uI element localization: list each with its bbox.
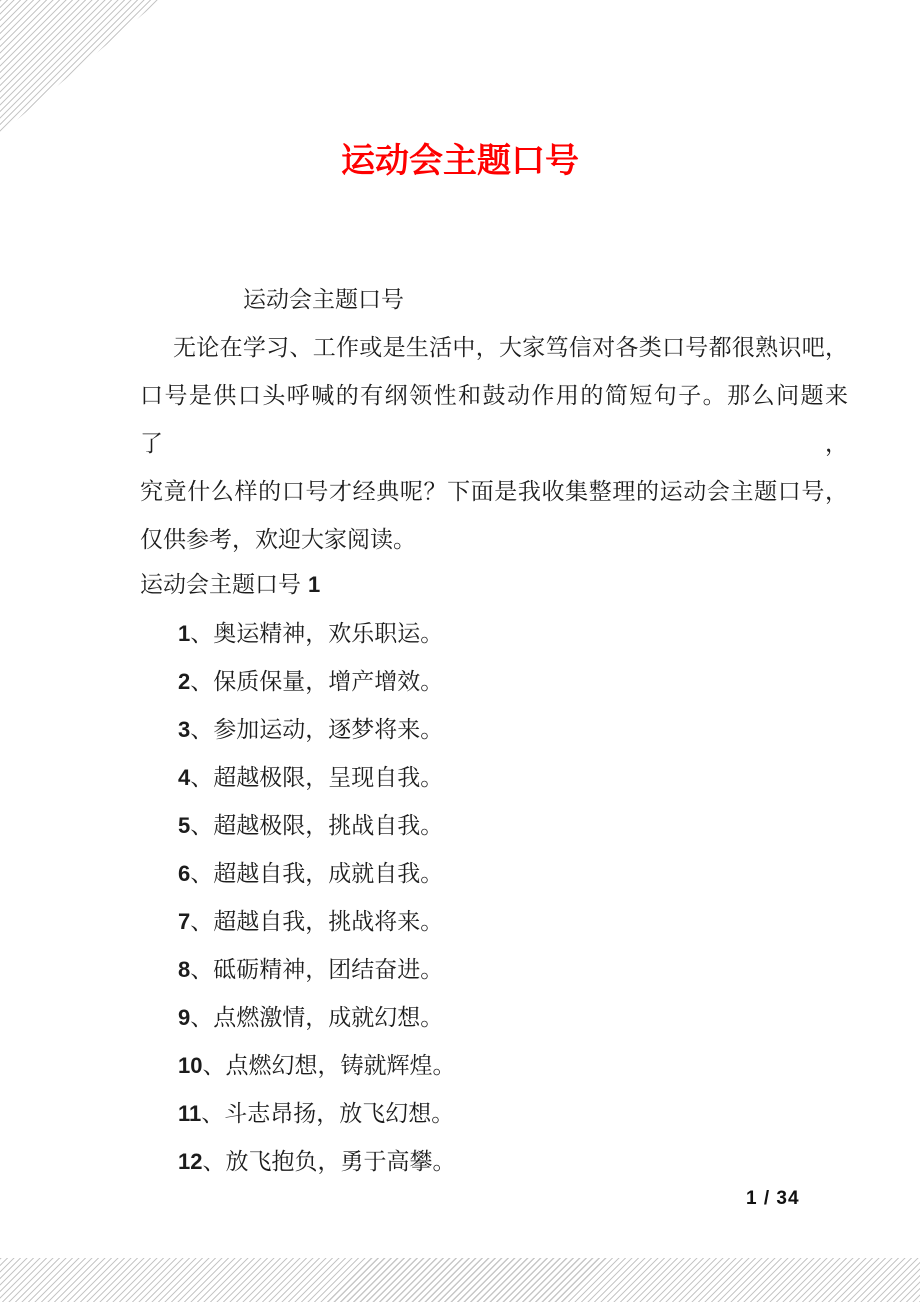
- item-delimiter: 、: [190, 957, 214, 982]
- item-text: 点燃幻想，铸就辉煌。: [225, 1053, 456, 1078]
- item-text: 超越自我，挑战将来。: [213, 909, 444, 934]
- bottom-hatch-decoration: [0, 1258, 920, 1302]
- list-item: [140, 706, 848, 754]
- item-delimiter: 、: [190, 621, 214, 646]
- item-number: 12: [178, 1149, 203, 1174]
- item-number: 9: [178, 1005, 191, 1030]
- item-text: 超越极限，呈现自我。: [213, 765, 444, 790]
- list-item: [140, 1042, 848, 1090]
- list-item: [140, 610, 848, 658]
- item-delimiter: 、: [190, 813, 214, 838]
- intro-subtitle: 运动会主题口号: [243, 287, 404, 312]
- item-number: 6: [178, 861, 191, 886]
- item-number: 5: [178, 813, 191, 838]
- item-number: 11: [178, 1101, 202, 1126]
- section-heading-text: 运动会主题口号: [140, 572, 301, 597]
- section-heading-number: 1: [308, 572, 321, 597]
- intro-line: 究竟什么样的口号才经典呢？下面是我收集整理的运动会主题口号，: [140, 479, 848, 504]
- intro-line: 无论在学习、工作或是生活中，大家笃信对各类口号都很熟识吧，: [173, 335, 848, 360]
- item-number: 7: [178, 909, 191, 934]
- item-delimiter: 、: [202, 1053, 226, 1078]
- item-text: 超越自我，成就自我。: [213, 861, 444, 886]
- item-text: 超越极限，挑战自我。: [213, 813, 444, 838]
- item-delimiter: 、: [190, 669, 214, 694]
- item-text: 斗志昂扬，放飞幻想。: [224, 1101, 455, 1126]
- list-item: [140, 658, 848, 706]
- item-delimiter: 、: [190, 909, 214, 934]
- item-text: 砥砺精神，团结奋进。: [213, 957, 444, 982]
- list-item: [140, 850, 848, 898]
- item-text: 放飞抱负，勇于高攀。: [225, 1149, 456, 1174]
- list-item: [140, 1090, 848, 1138]
- item-number: 8: [178, 957, 191, 982]
- section-heading: [140, 561, 848, 609]
- item-delimiter: 、: [190, 861, 214, 886]
- document-title: 运动会主题口号: [341, 143, 579, 180]
- list-item: [140, 946, 848, 994]
- item-delimiter: 、: [202, 1149, 226, 1174]
- item-delimiter: 、: [190, 1005, 214, 1030]
- item-number: 3: [178, 717, 191, 742]
- page-number: 1 / 34: [746, 1188, 800, 1209]
- list-item: [140, 754, 848, 802]
- item-text: 点燃激情，成就幻想。: [213, 1005, 444, 1030]
- item-number: 1: [178, 621, 191, 646]
- slogan-list: [140, 610, 848, 1186]
- list-item: [140, 898, 848, 946]
- intro-line: 口号是供口头呼喊的有纲领性和鼓动作用的简短句子。那么问题来了，: [140, 383, 848, 456]
- item-delimiter: 、: [201, 1101, 225, 1126]
- intro-line: 仅供参考，欢迎大家阅读。: [140, 527, 416, 552]
- item-delimiter: 、: [190, 717, 214, 742]
- item-number: 10: [178, 1053, 203, 1078]
- item-text: 参加运动，逐梦将来。: [213, 717, 444, 742]
- item-text: 保质保量，增产增效。: [213, 669, 444, 694]
- list-item: [140, 802, 848, 850]
- list-item: [140, 1138, 848, 1186]
- item-number: 4: [178, 765, 191, 790]
- item-number: 2: [178, 669, 191, 694]
- item-delimiter: 、: [190, 765, 214, 790]
- list-item: [140, 994, 848, 1042]
- item-text: 奥运精神，欢乐职运。: [213, 621, 444, 646]
- intro-paragraph: [140, 276, 848, 564]
- corner-hatch-decoration: [0, 0, 160, 134]
- section-1: [140, 561, 848, 1186]
